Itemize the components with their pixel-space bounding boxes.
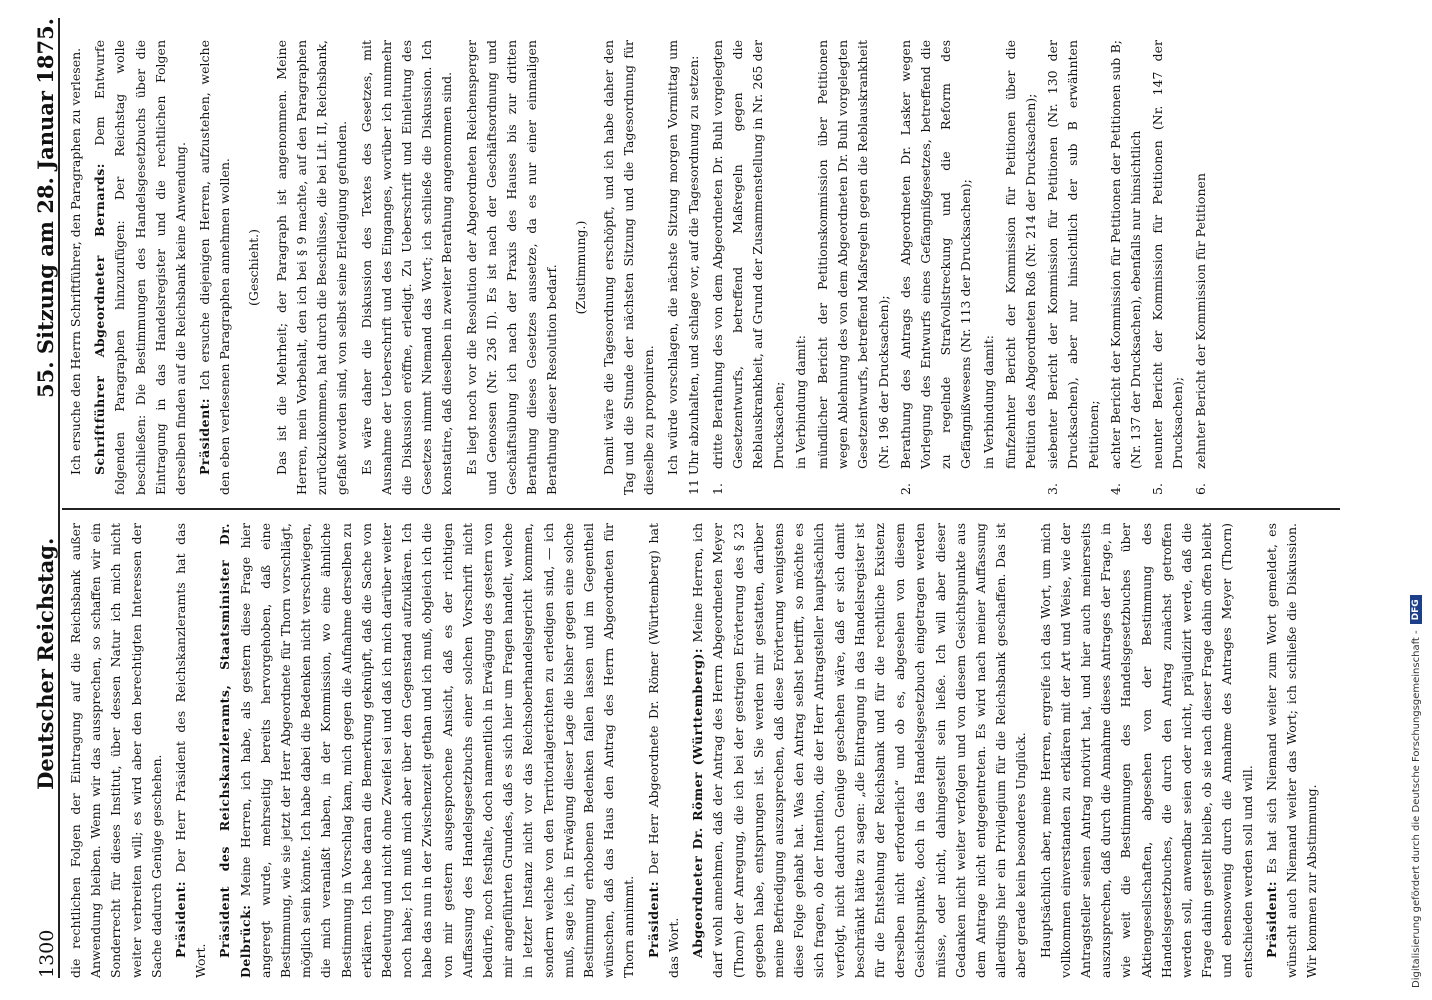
paragraph: [66, 523, 167, 978]
page-number: 1300: [36, 929, 58, 978]
paragraph: [462, 40, 563, 495]
watermark-text: [1405, 8, 1427, 988]
agenda-item-number: 6.: [1192, 483, 1208, 495]
agenda-item-text: in Verbindung damit:: [792, 335, 808, 469]
agenda-item-number: 2.: [897, 483, 913, 495]
paragraph: [171, 523, 211, 978]
agenda-item-number: [791, 469, 811, 495]
paragraph-text: Es wäre daher die Diskussion des Textes des Gesetzes, mit Ausnahme der Ueberschrift und des Einganges, worüber ich nunmehr die Diskussion eröffne, erledigt. Zu Ueberschrift und Einleitung des Gesetzes nimmt Niemand das Wort; ich schließe die Diskussion. Ich konstatire, daß dieselben in zweiter Berathung angenommen sind.: [358, 40, 455, 495]
agenda-item: [1043, 40, 1104, 495]
left-column: [66, 523, 1336, 978]
paragraph-text: die rechtlichen Folgen der Eintragung auf die Reichsbank außer Anwendung bleiben. Wenn wir das aussprechen, so schaffen wir ein Sonderrecht für dieses Institut, über dessen Natur ich mich nicht weiter verbreiten will; es wird aber den berechtigten Interessen der Sache dadurch Genüge geschehen.: [68, 523, 164, 978]
stage-direction: [244, 40, 264, 495]
paragraph-text: Ich ersuche diejenigen Herren, aufzustehen, welche den eben verlesenen Paragraphen annehmen wollen.: [197, 40, 233, 495]
agenda-item-text: siebenter Bericht der Kommission für Petitionen (Nr. 130 der Drucksachen), aber nur hinsichtlich der sub B erwähnten Petitionen;: [1045, 40, 1101, 469]
agenda-item: [1106, 40, 1146, 495]
right-column: [66, 40, 1336, 495]
paragraph-text: (Zustimmung.): [572, 220, 588, 315]
paragraph: [688, 523, 1031, 978]
agenda-item-text: fünfzehnter Bericht der Kommission für Petitionen über die Petition des Abgeordneten Roß (Nr. 214 der Drucksachen);: [1002, 40, 1038, 469]
agenda-item-number: [813, 469, 894, 495]
paragraph: [272, 40, 353, 495]
paragraph-text: Meine Herren, ich habe, als gestern diese Frage hier angeregt wurde, mehrseitig bereits hervorgehoben, daß eine Bestimmung, wie sie jetzt der Herr Abgeordnete für Thorn vorschlägt, möglich sein könnte. Ich habe dabei die Bedenken nicht verschwiegen, die mich veranlaßt haben, in der Kommission, wo eine ähnliche Bestimmung in Vorschlag kam, mich gegen die Aufnahme derselben zu erklären. Ich habe daran die Bemerkung geknüpft, daß die Sache von Bedeutung und nicht ohne Zweifel sei und daß ich mich darüber weiter noch habe; Ich muß mich aber über den Gegenstand aufzuklären. Ich habe das nun in der Zwischenzeit gethan und ich muß, obgleich ich die von mir gestern ausgesprochene Ansicht, daß es der richtigen Auffassung des Handelsgesetzbuchs einer solchen Vorschrift nicht bedürfe, noch festhalte, doch namentlich in Erwägung des gestern von mir angeführten Grundes, daß es sich hier um Fragen handelt, welche in letzter Instanz nicht vor das Reichsoberhandelsgericht kommen, sondern welche von den Territorialgerichten zu erledigen sind, — ich muß, sage ich, in Erwägung dieser Lage die bisher gegen eine solche Bestimmung erhobenen Bedenken fallen lassen und im Gegentheil wünschen, daß das Haus den Antrag des Herrn Abgeordneten für Thorn annimmt.: [237, 523, 637, 978]
paragraph-text: Ich würde vorschlagen, die nächste Sitzung morgen Vormittag um 11 Uhr abzuhalten, und schlage vor, auf die Tagesordnung zu setzen:: [665, 40, 701, 495]
paragraph-text: Hauptsächlich aber, meine Herren, ergreife ich das Wort, um mich vollkommen einverstanden zu erklären mit der Art und Weise, wie der Antragsteller seinen Antrag motivirt hat, und hier auch meinerseits auszusprechen, daß durch die Annahme dieses Antrages der Frage, in wie weit die Bestimmungen des Handelsgesetzbuches über Aktiengesellschaften, abgesehen von der Bestimmung des Handelsgesetzbuches, die durch den Antrag zunächst getroffen werden soll, anwendbar seien oder nicht, präjudizirt werde, daß die Frage dahin gestellt bleibe, ob sie nach dieser Frage dahin offen bleibt und ebensowenig durch die Annahme des Antrages Meyer (Thorn) entschieden werden soll und will.: [1037, 523, 1255, 978]
page-header: [22, 18, 58, 978]
agenda-item-number: 1.: [709, 483, 725, 495]
speaker-name: Präsident:: [1263, 880, 1279, 958]
agenda-item-number: [1001, 469, 1041, 495]
speaker-name: Präsident des Reichskanzleramts, Staatsminister Dr. Delbrück:: [217, 523, 253, 978]
paragraph-text: (Geschieht.): [245, 228, 261, 307]
agenda-item-number: 5.: [1150, 483, 1166, 495]
agenda-item-text: mündlicher Bericht der Petitionskommission über Petitionen wegen Ablehnung des von dem Abgeordneten Dr. Buhl vorgelegten Gesetzentwurfs, betreffend Maßregeln gegen die Reblauskrankheit (Nr. 196 der Drucksachen);: [814, 40, 891, 469]
session-title: 55. Sitzung am 28. Januar 1875.: [33, 18, 58, 398]
agenda-item: [708, 40, 789, 495]
agenda-item: [813, 40, 894, 495]
agenda-item-text: zehnter Bericht der Kommission für Petitionen: [1192, 173, 1208, 469]
agenda-item-number: [979, 469, 999, 495]
agenda-item-text: achter Bericht der Kommission für Petitionen der Petitionen sub B; (Nr. 137 der Drucksachen), ebenfalls nur hinsichtlich: [1107, 40, 1143, 469]
paragraph-text: Ich ersuche den Herrn Schriftführer, den Paragraphen zu verlesen.: [68, 47, 83, 475]
column-divider: [62, 508, 1340, 510]
paragraph: [90, 40, 191, 495]
paragraph-text: Meine Herren, ich darf wohl annehmen, daß der Antrag des Herrn Abgeordneten Meyer (Thorn) der Anregung, die ich bei der gestrigen Erörterung des § 23 gegeben habe, entsprungen ist. Sie werden mir gestatten, darüber meine Befriedigung auszusprechen, daß diese Erörterung wenigstens diese Folge gehabt hat. Was den Antrag selbst betrifft, so möchte es sich fragen, ob der Intention, die der Herr Antragsteller hauptsächlich verfolgt, nicht dadurch Genüge geschehen wäre, daß er sich damit beschränkt hätte zu sagen: „die Eintragung in das Handelsregister ist für die Entstehung der Reichsbank und für die rechtliche Existenz derselben nicht erforderlich“ und ob es, abgesehen von diesem Gesichtspunkte, doch in das Handelsgesetzbuch eingetragen werden müsse, oder nicht, dahingestellt sein ließe. Ich will aber dieser Gedanken nicht weiter verfolgen und von diesem Gesichtspunkte aus dem Antrage nicht entgegentreten. Es wird nach meiner Auffassung allerdings hier ein Privilegium für die Reichsbank geschaffen. Das ist aber gerade kein besonderes Unglück.: [690, 523, 1029, 978]
speaker-name: Abgeordneter Dr. Römer (Württemberg):: [690, 648, 706, 958]
paragraph: [357, 40, 458, 495]
paragraph: [215, 523, 639, 978]
paragraph: [66, 40, 86, 495]
paragraph-text: Es liegt noch vor die Resolution der Abgeordneten Reichensperger und Genossen (Nr. 236 II). Es ist nach der Geschäftsordnung und Geschäftsübung ich nach der Praxis des Hauses bis zur dritten Berathung dieses Gesetzes aussetze, da es nur einer einmaligen Berathung dieser Resolution bedarf.: [463, 40, 560, 495]
paragraph-text: Der Herr Präsident des Reichskanzleramts hat das Wort.: [173, 523, 209, 978]
paragraph-text: Es hat sich Niemand weiter zum Wort gemeldet, es wünscht auch Niemand weiter das Wort; ich schließe die Diskussion. Wir kommen zur Abstimmung.: [1263, 523, 1320, 978]
paragraph: [1036, 523, 1258, 978]
agenda-item-text: dritte Berathung des von dem Abgeordneten Dr. Buhl vorgelegten Gesetzentwurfs, betreffend Maßregeln gegen die Reblauskrankheit, auf Grund der Zusammenstellung in Nr. 265 der Drucksachen;: [709, 40, 786, 469]
agenda-list: [708, 40, 1211, 495]
stage-direction: [571, 40, 591, 495]
agenda-item-text: in Verbindung damit:: [980, 335, 996, 469]
watermark-label: Digitalisierung gefördert durch die Deutsche Forschungsgemeinschaft -: [1410, 630, 1422, 988]
paragraph: [599, 40, 660, 495]
paragraph: [663, 40, 703, 495]
paragraph: [195, 40, 235, 495]
running-title: Deutscher Reichstag.: [33, 537, 58, 790]
header-rule: [58, 18, 60, 978]
speaker-name: Präsident:: [197, 397, 213, 475]
paragraph: [1262, 523, 1323, 978]
agenda-item-text: Berathung des Antrags des Abgeordneten Dr. Lasker wegen Vorlegung des Entwurfs eines Gefängnißgesetzes, betreffend die zu regelnde Strafvollstreckung und die Reform des Gefängnißwesens (Nr. 113 der Drucksachen);: [897, 40, 974, 469]
agenda-item-number: 3.: [1045, 483, 1061, 495]
paragraph-text: Dem Entwurfe folgenden Paragraphen hinzuzufügen: Der Reichstag wolle beschließen: Die Bestimmungen des Handelsgesetzbuchs über die Eintragung in das Handelsregister und die rechtlichen Folgen derselben finden auf die Reichsbank keine Anwendung.: [92, 40, 189, 495]
agenda-item: [1001, 40, 1041, 495]
agenda-item: [1148, 40, 1188, 495]
agenda-item: [896, 40, 977, 495]
agenda-item: [979, 40, 999, 495]
agenda-item-text: neunter Bericht der Kommission für Petitionen (Nr. 147 der Drucksachen);: [1150, 40, 1186, 469]
agenda-item: [1191, 40, 1211, 495]
watermark: [1405, 8, 1427, 988]
paragraph-text: Damit wäre die Tagesordnung erschöpft, und ich habe daher den Tag und die Stunde der nächsten Sitzung und die Tagesordnung für dieselbe zu proponiren.: [600, 40, 657, 495]
dfg-logo: DFG: [1410, 595, 1422, 624]
agenda-item: [791, 40, 811, 495]
paragraph: [644, 523, 684, 978]
speaker-name: Präsident:: [645, 880, 661, 958]
speaker-name: Präsident:: [173, 880, 189, 958]
paragraph-text: Das ist die Mehrheit; der Paragraph ist angenommen. Meine Herren, mein Vorbehalt, den ich bei § 9 machte, auf den Paragraphen zurückzukommen, hat durch die Beschlüsse, die bei Lit. II, Reichsbank, gefaßt worden sind, von selbst seine Erledigung gefunden.: [273, 40, 350, 495]
paragraph-text: Der Herr Abgeordnete Dr. Römer (Württemberg) hat das Wort.: [645, 523, 681, 978]
speaker-name: Schriftführer Abgeordneter Bernards:: [92, 163, 108, 475]
agenda-item-number: 4.: [1107, 483, 1123, 495]
